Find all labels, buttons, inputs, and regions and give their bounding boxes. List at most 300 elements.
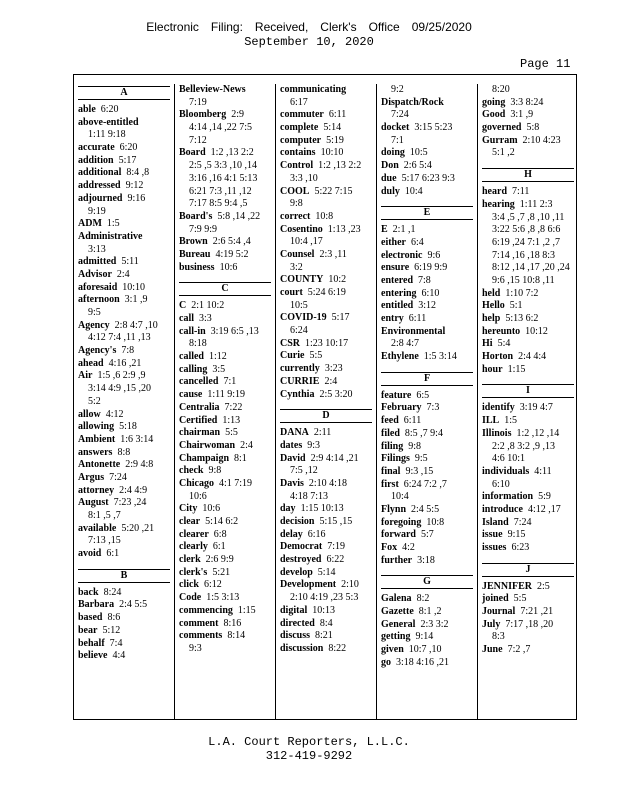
index-ref-continuation: 9:3 (189, 642, 202, 654)
index-word: chairman (179, 427, 221, 439)
section-letter: H (482, 168, 574, 182)
index-word: issues (482, 542, 507, 553)
index-entry (381, 313, 473, 326)
index-entry (78, 638, 170, 651)
index-word: clear (179, 516, 201, 527)
index-ref-continuation: 7:17 8:5 9:4 ,5 (189, 198, 248, 210)
index-refs: 5:14 6:2 (200, 516, 239, 527)
index-entry (179, 529, 271, 542)
footer-company: L.A. Court Reporters, L.L.C. (208, 735, 410, 749)
index-ref-continuation: 8:20 (492, 84, 510, 95)
index-ref-continuation: 7:5 ,12 (290, 465, 318, 477)
index-ref-continuation: 8:18 (189, 338, 207, 350)
index-entry (78, 370, 170, 383)
index-refs: 6:8 (208, 528, 227, 540)
index-word: Chicago (179, 477, 214, 489)
index-refs: 2:9 (226, 109, 244, 121)
index-refs: 6:16 (302, 528, 326, 540)
index-ref-continuation: 7:19 (189, 96, 207, 108)
index-refs: 6:4 (406, 236, 424, 248)
index-entry (179, 376, 271, 389)
index-entry (381, 390, 473, 403)
index-refs: 10:12 (520, 325, 548, 337)
index-entry (482, 606, 574, 619)
index-word: communicating (280, 84, 347, 95)
index-refs: 10:13 (307, 604, 336, 616)
index-word: hour (482, 363, 503, 375)
index-word: identify (482, 402, 515, 414)
index-entry (482, 428, 574, 441)
index-refs: 2:4 4:4 (513, 351, 547, 363)
index-entry (179, 351, 271, 364)
index-entry (381, 275, 473, 288)
index-word: electronic (381, 249, 423, 261)
index-refs: 1:5 (101, 218, 120, 230)
index-word: clerk's (179, 566, 208, 578)
index-word: Ethylene (381, 351, 419, 363)
index-entry (78, 218, 170, 231)
index-ref-continuation: 7:1 (391, 134, 404, 146)
index-word: contains (280, 147, 316, 159)
index-word: July (482, 618, 501, 630)
index-word: DANA (280, 427, 309, 439)
index-refs: 1:2 ,13 2:2 (313, 160, 362, 172)
index-word: Advisor (78, 268, 112, 280)
index-entry (179, 364, 271, 377)
index-entry (280, 211, 372, 224)
index-refs: 7:17 ,18 ,20 (500, 618, 554, 630)
index-word: cancelled (179, 376, 219, 388)
index-entry (280, 579, 372, 592)
index-ref-continuation: 2:8 4:7 (391, 338, 420, 350)
index-word: Belleview-News (179, 84, 246, 95)
index-refs: 2:6 9:9 (200, 554, 234, 566)
index-word: delay (280, 528, 303, 540)
index-entry (179, 554, 271, 567)
index-word: Administrative (78, 230, 143, 242)
index-entry (78, 599, 170, 612)
index-ref-continuation: 4:6 10:1 (492, 453, 526, 465)
index-refs: 6:12 (199, 579, 222, 591)
index-word: Island (482, 516, 509, 528)
index-ref-continuation: 2:10 4:19 ,23 5:3 (290, 592, 359, 604)
index-refs: 10:7 ,10 (403, 644, 442, 656)
index-refs: 5:11 (116, 256, 139, 268)
index-entry (381, 479, 473, 492)
index-entry (179, 262, 271, 275)
index-word: E (381, 224, 388, 236)
index-entry (179, 313, 271, 326)
index-word: entitled (381, 300, 414, 312)
index-entry (179, 249, 271, 262)
index-word: addressed (78, 180, 121, 192)
index-entry (280, 287, 372, 300)
index-refs: 5:5 (220, 427, 238, 439)
index-word: COOL (280, 185, 310, 197)
index-ref-continuation: 9:8 (290, 198, 303, 210)
index-entry (179, 84, 271, 97)
index-column-5 (482, 84, 574, 657)
index-word: doing (381, 147, 405, 159)
index-refs: 2:4 5:5 (406, 503, 440, 515)
index-entry (179, 147, 271, 160)
index-refs: 3:5 (207, 363, 226, 375)
index-ref-continuation: 9:5 (88, 307, 101, 318)
index-refs: 1:15 10:13 (295, 503, 344, 515)
index-word: Curie (280, 350, 305, 362)
index-word: Fox (381, 542, 398, 553)
index-refs: 1:11 2:3 (514, 198, 553, 210)
index-entry (78, 587, 170, 600)
index-entry (78, 472, 170, 485)
index-entry (179, 109, 271, 122)
index-refs: 9:8 (203, 465, 222, 477)
index-refs: 7:21 ,21 (515, 606, 554, 618)
index-entry (482, 542, 574, 555)
index-ref-continuation: 6:17 (290, 96, 308, 108)
index-refs: 1:2 ,12 ,14 (511, 427, 560, 439)
index-refs: 1:15 (502, 363, 526, 375)
index-refs: 2:11 (308, 427, 332, 439)
index-entry (280, 363, 372, 376)
index-entry (381, 402, 473, 415)
index-entry (381, 262, 473, 275)
index-entry (482, 619, 574, 632)
index-refs: 6:11 (398, 415, 422, 427)
index-refs: 9:14 (410, 631, 434, 643)
index-refs: 7:2 ,7 (502, 644, 531, 656)
index-refs: 4:12 ,17 (522, 503, 561, 515)
index-ref-continuation: 7:24 (391, 109, 409, 121)
index-entry (179, 211, 271, 224)
index-refs: 3:18 (412, 554, 435, 566)
index-refs: 6:22 (321, 554, 345, 566)
index-refs: 5:17 (113, 154, 137, 166)
index-entry (179, 541, 271, 554)
index-ref-continuation: 9:19 (88, 205, 106, 217)
index-refs: 8:8 (112, 446, 131, 458)
index-word: commencing (179, 604, 233, 616)
index-entry (482, 351, 574, 364)
index-refs: 5:17 6:23 9:3 (396, 172, 455, 184)
index-refs: 7:8 (413, 274, 431, 286)
index-word: Agency's (78, 345, 117, 357)
index-refs: 2:4 5:5 (114, 599, 148, 611)
index-entry (280, 440, 372, 453)
index-word: Horton (482, 351, 514, 363)
index-refs: 2:1 10:2 (186, 300, 225, 312)
index-word: available (78, 522, 117, 534)
index-entry (381, 453, 473, 466)
index-refs: 7:19 (322, 541, 345, 553)
index-word: clearly (179, 541, 208, 553)
index-refs: 8:1 ,2 (413, 606, 442, 618)
section-gap (482, 160, 574, 166)
index-word: June (482, 644, 503, 656)
index-refs: 1:13 ,23 (322, 223, 361, 235)
index-entry (179, 618, 271, 631)
index-refs: 1:6 3:14 (115, 433, 154, 445)
index-ref-continuation: 8:12 ,14 ,17 ,20 ,24 (492, 262, 570, 274)
index-word: Barbara (78, 599, 115, 611)
index-entry (280, 478, 372, 491)
index-entry (78, 421, 170, 434)
index-word: Hello (482, 300, 505, 312)
index-entry (78, 155, 170, 168)
index-entry (381, 517, 473, 530)
index-ref-continuation: 7:14 ,16 ,18 8:3 (492, 249, 556, 261)
index-refs: 10:4 (399, 185, 423, 197)
index-word: answers (78, 446, 113, 458)
index-refs: 7:23 ,24 (108, 497, 147, 509)
index-word: Journal (482, 606, 516, 618)
index-word: Davis (280, 477, 304, 489)
index-word: Don (381, 160, 399, 172)
index-word: court (280, 287, 303, 298)
index-word: CURRIE (280, 375, 320, 387)
index-entry (78, 345, 170, 358)
section-gap (381, 364, 473, 370)
index-entry (381, 237, 473, 250)
index-refs: 5:5 (304, 350, 323, 362)
index-entry (179, 427, 271, 440)
index-word: CSR (280, 337, 301, 349)
index-word: filing (381, 440, 404, 452)
index-refs: 9:5 (409, 453, 428, 465)
index-word: day (280, 503, 296, 515)
index-entry (482, 97, 574, 110)
index-word: Cosentino (280, 223, 323, 235)
index-entry (280, 389, 372, 402)
index-word: individuals (482, 465, 530, 477)
index-refs: 3:18 4:16 ,21 (391, 656, 450, 668)
filing-stamp: Electronic Filing: Received, Clerk's Office 09/25/2020 (146, 20, 472, 34)
index-word: go (381, 656, 391, 668)
index-word: getting (381, 631, 411, 643)
index-refs: 8:1 (229, 452, 247, 464)
index-word: Champaign (179, 452, 230, 464)
index-refs: 5:13 6:2 (500, 313, 539, 324)
index-word: complete (280, 122, 319, 134)
index-refs: 5:8 (521, 122, 540, 134)
index-entry (78, 497, 170, 510)
index-word: hearing (482, 198, 515, 210)
index-word: either (381, 236, 406, 248)
index-word: above-entitled (78, 116, 139, 128)
index-entry (482, 415, 574, 428)
index-ref-continuation: 4:14 ,14 ,22 7:5 (189, 122, 253, 134)
index-ref-continuation: 7:12 (189, 134, 207, 146)
index-refs: 8:21 (310, 630, 333, 642)
index-entry (280, 84, 372, 97)
index-word: call (179, 313, 194, 324)
index-refs: 5:18 (114, 421, 137, 433)
index-entry (280, 567, 372, 580)
index-entry (280, 122, 372, 135)
index-ref-continuation: 10:6 (189, 490, 207, 502)
index-entry (280, 160, 372, 173)
index-refs: 10:8 (421, 516, 445, 528)
index-refs: 8:6 (102, 612, 121, 624)
index-entry (482, 517, 574, 530)
index-word: ensure (381, 262, 410, 274)
index-word: decision (280, 516, 315, 527)
index-word: Centralia (179, 401, 220, 413)
index-column-2 (179, 84, 271, 656)
index-ref-continuation: 3:16 ,16 4:1 5:13 (189, 172, 258, 184)
section-gap (78, 561, 170, 567)
index-entry (381, 593, 473, 606)
index-ref-continuation: 8:1 ,5 ,7 (88, 510, 121, 521)
index-entry (381, 160, 473, 173)
index-entry (381, 631, 473, 644)
index-word: correct (280, 210, 311, 222)
index-entry (179, 236, 271, 249)
index-refs: 1:5 ,6 2:9 ,9 (92, 370, 146, 382)
index-entry (78, 142, 170, 155)
index-word: addition (78, 154, 114, 166)
index-entry (280, 135, 372, 148)
index-word: heard (482, 186, 507, 198)
index-refs: 2:6 5:4 ,4 (207, 236, 251, 248)
index-word: Chairwoman (179, 439, 236, 451)
index-entry (381, 224, 473, 237)
index-word: based (78, 612, 103, 624)
index-ref-continuation: 5:2 (88, 395, 101, 407)
index-refs: 8:2 (411, 593, 430, 605)
index-entry (482, 338, 574, 351)
index-word: February (381, 402, 422, 414)
index-refs: 5:24 6:19 (302, 287, 346, 298)
index-entry (482, 402, 574, 415)
index-entry (280, 312, 372, 325)
index-refs: 10:6 (214, 261, 238, 273)
index-entry (78, 358, 170, 371)
index-refs: 4:11 (529, 465, 552, 477)
index-refs: 7:22 (219, 401, 243, 413)
index-ref-continuation: 8:3 (492, 631, 505, 643)
index-refs: 5:8 ,14 ,22 (212, 210, 261, 222)
index-refs: 2:3 ,11 (314, 248, 347, 260)
index-refs: 7:24 (104, 471, 127, 483)
index-word: duly (381, 185, 400, 197)
index-word: City (179, 503, 198, 515)
index-word: filed (381, 427, 400, 439)
section-letter: E (381, 206, 473, 220)
index-entry (381, 186, 473, 199)
index-entry (78, 434, 170, 447)
index-refs: 10:10 (315, 147, 344, 159)
index-entry (381, 428, 473, 441)
index-refs: 2:4 (319, 375, 338, 387)
index-word: click (179, 579, 199, 591)
index-word: Code (179, 592, 202, 604)
index-word: first (381, 478, 399, 490)
index-word: Cynthia (280, 388, 315, 400)
index-entry (179, 592, 271, 605)
index-entry (482, 135, 574, 148)
index-refs: 1:10 7:2 (500, 287, 539, 299)
index-word: Illinois (482, 427, 512, 439)
index-word: David (280, 452, 306, 464)
index-entry (78, 269, 170, 282)
footer-phone: 312-419-9292 (265, 749, 353, 763)
index-word: Hi (482, 338, 493, 350)
document-date: September 10, 2020 (244, 35, 374, 49)
index-refs: 7:3 (421, 402, 440, 414)
index-entry (381, 173, 473, 186)
index-refs: 7:8 (116, 345, 135, 357)
index-word: given (381, 644, 404, 656)
section-letter: A (78, 86, 170, 100)
index-word: discuss (280, 630, 311, 642)
index-word: clerk (179, 554, 201, 566)
index-refs: 2:6 5:4 (398, 160, 432, 172)
index-ref-continuation: 9:6 ,15 10:8 ,11 (492, 274, 555, 286)
index-refs: 3:1 ,9 (505, 109, 534, 121)
index-word: discussion (280, 642, 324, 654)
index-entry (78, 612, 170, 625)
index-ref-continuation: 4:18 7:13 (290, 490, 329, 502)
index-word: Flynn (381, 503, 407, 515)
index-word: destroyed (280, 554, 322, 566)
index-entry (280, 109, 372, 122)
index-refs: 3:19 4:7 (514, 402, 553, 414)
index-ref-continuation: 6:21 7:3 ,11 ,12 (189, 185, 252, 197)
index-word: docket (381, 122, 410, 134)
index-word: bear (78, 624, 98, 636)
index-entry (280, 529, 372, 542)
index-refs: 4:2 (397, 542, 415, 553)
index-entry (179, 605, 271, 618)
index-refs: 2:3 3:2 (415, 618, 449, 630)
index-word: cause (179, 389, 203, 401)
index-word: Gurram (482, 134, 518, 146)
index-refs: 4:12 (100, 408, 124, 420)
index-word: Ambient (78, 433, 116, 445)
index-word: hereunto (482, 325, 521, 337)
index-refs: 8:5 ,7 9:4 (399, 427, 443, 439)
index-refs: 8:16 (218, 617, 242, 629)
index-word: JENNIFER (482, 580, 533, 592)
index-refs: 7:4 (104, 637, 123, 649)
index-entry (482, 199, 574, 212)
index-refs: 1:5 3:14 (418, 351, 457, 363)
index-refs: 2:9 4:8 (120, 459, 154, 471)
index-refs: 3:1 ,9 (119, 294, 148, 306)
index-refs: 3:12 (413, 300, 436, 312)
index-entry (381, 351, 473, 364)
section-gap (482, 555, 574, 561)
index-refs: 6:11 (323, 109, 347, 121)
index-word: feed (381, 415, 399, 427)
index-word: Control (280, 160, 314, 172)
index-refs: 4:16 ,21 (103, 357, 142, 369)
page-number: Page 11 (520, 57, 571, 71)
index-entry (78, 117, 170, 130)
index-entry (482, 186, 574, 199)
index-refs: 3:3 (194, 313, 212, 324)
index-word: able (78, 104, 96, 115)
index-refs: 9:3 ,15 (400, 465, 434, 477)
index-refs: 1:13 (217, 414, 241, 426)
index-refs: 6:19 9:9 (409, 262, 448, 274)
column-divider (477, 84, 478, 720)
index-refs: 8:24 (98, 586, 122, 598)
index-entry (280, 249, 372, 262)
index-word: Filings (381, 453, 410, 465)
index-word: Dispatch/Rock (381, 96, 444, 108)
